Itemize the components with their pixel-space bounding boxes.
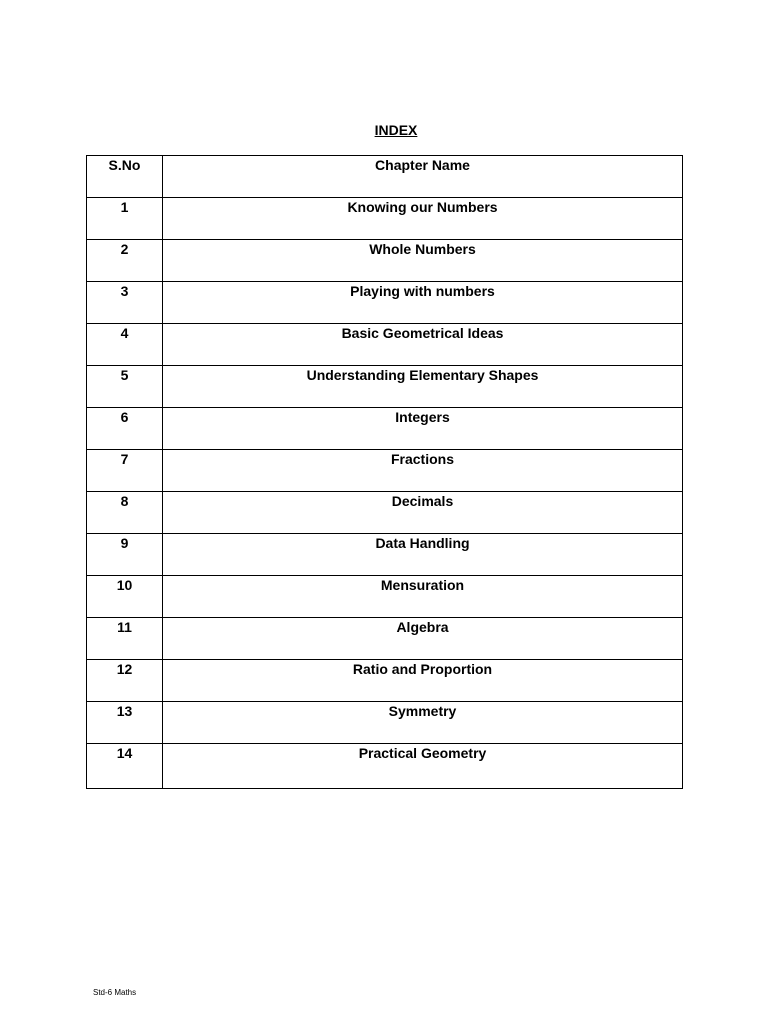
row-chapter: Understanding Elementary Shapes	[163, 366, 683, 408]
page-footer: Std-6 Maths	[93, 988, 137, 997]
row-chapter: Ratio and Proportion	[163, 660, 683, 702]
header-chapter-name: Chapter Name	[163, 156, 683, 198]
row-sno: 9	[87, 534, 163, 576]
table-row	[87, 534, 683, 576]
row-sno: 7	[87, 450, 163, 492]
table-row	[87, 240, 683, 282]
table-header-row	[87, 156, 683, 198]
header-sno: S.No	[87, 156, 163, 198]
page-title	[0, 122, 768, 138]
row-chapter: Mensuration	[163, 576, 683, 618]
row-chapter: Knowing our Numbers	[163, 198, 683, 240]
row-chapter: Practical Geometry	[163, 744, 683, 789]
row-sno: 6	[87, 408, 163, 450]
table-row	[87, 492, 683, 534]
row-sno: 13	[87, 702, 163, 744]
table-row	[87, 618, 683, 660]
row-chapter: Playing with numbers	[163, 282, 683, 324]
row-chapter: Algebra	[163, 618, 683, 660]
row-sno: 3	[87, 282, 163, 324]
row-sno: 11	[87, 618, 163, 660]
row-chapter: Basic Geometrical Ideas	[163, 324, 683, 366]
table-row	[87, 660, 683, 702]
table-row	[87, 408, 683, 450]
row-sno: 8	[87, 492, 163, 534]
row-sno: 14	[87, 744, 163, 789]
row-chapter: Symmetry	[163, 702, 683, 744]
row-chapter: Decimals	[163, 492, 683, 534]
table-row	[87, 324, 683, 366]
row-chapter: Fractions	[163, 450, 683, 492]
table-row	[87, 450, 683, 492]
row-sno: 2	[87, 240, 163, 282]
row-sno: 1	[87, 198, 163, 240]
row-chapter: Whole Numbers	[163, 240, 683, 282]
row-sno: 10	[87, 576, 163, 618]
row-sno: 4	[87, 324, 163, 366]
table-row	[87, 366, 683, 408]
table-row	[87, 282, 683, 324]
table-row	[87, 702, 683, 744]
page-title-text: INDEX	[374, 122, 418, 138]
row-chapter: Integers	[163, 408, 683, 450]
table-row	[87, 198, 683, 240]
row-chapter: Data Handling	[163, 534, 683, 576]
row-sno: 12	[87, 660, 163, 702]
index-table	[86, 155, 683, 789]
table-row	[87, 576, 683, 618]
row-sno: 5	[87, 366, 163, 408]
table-row	[87, 744, 683, 789]
